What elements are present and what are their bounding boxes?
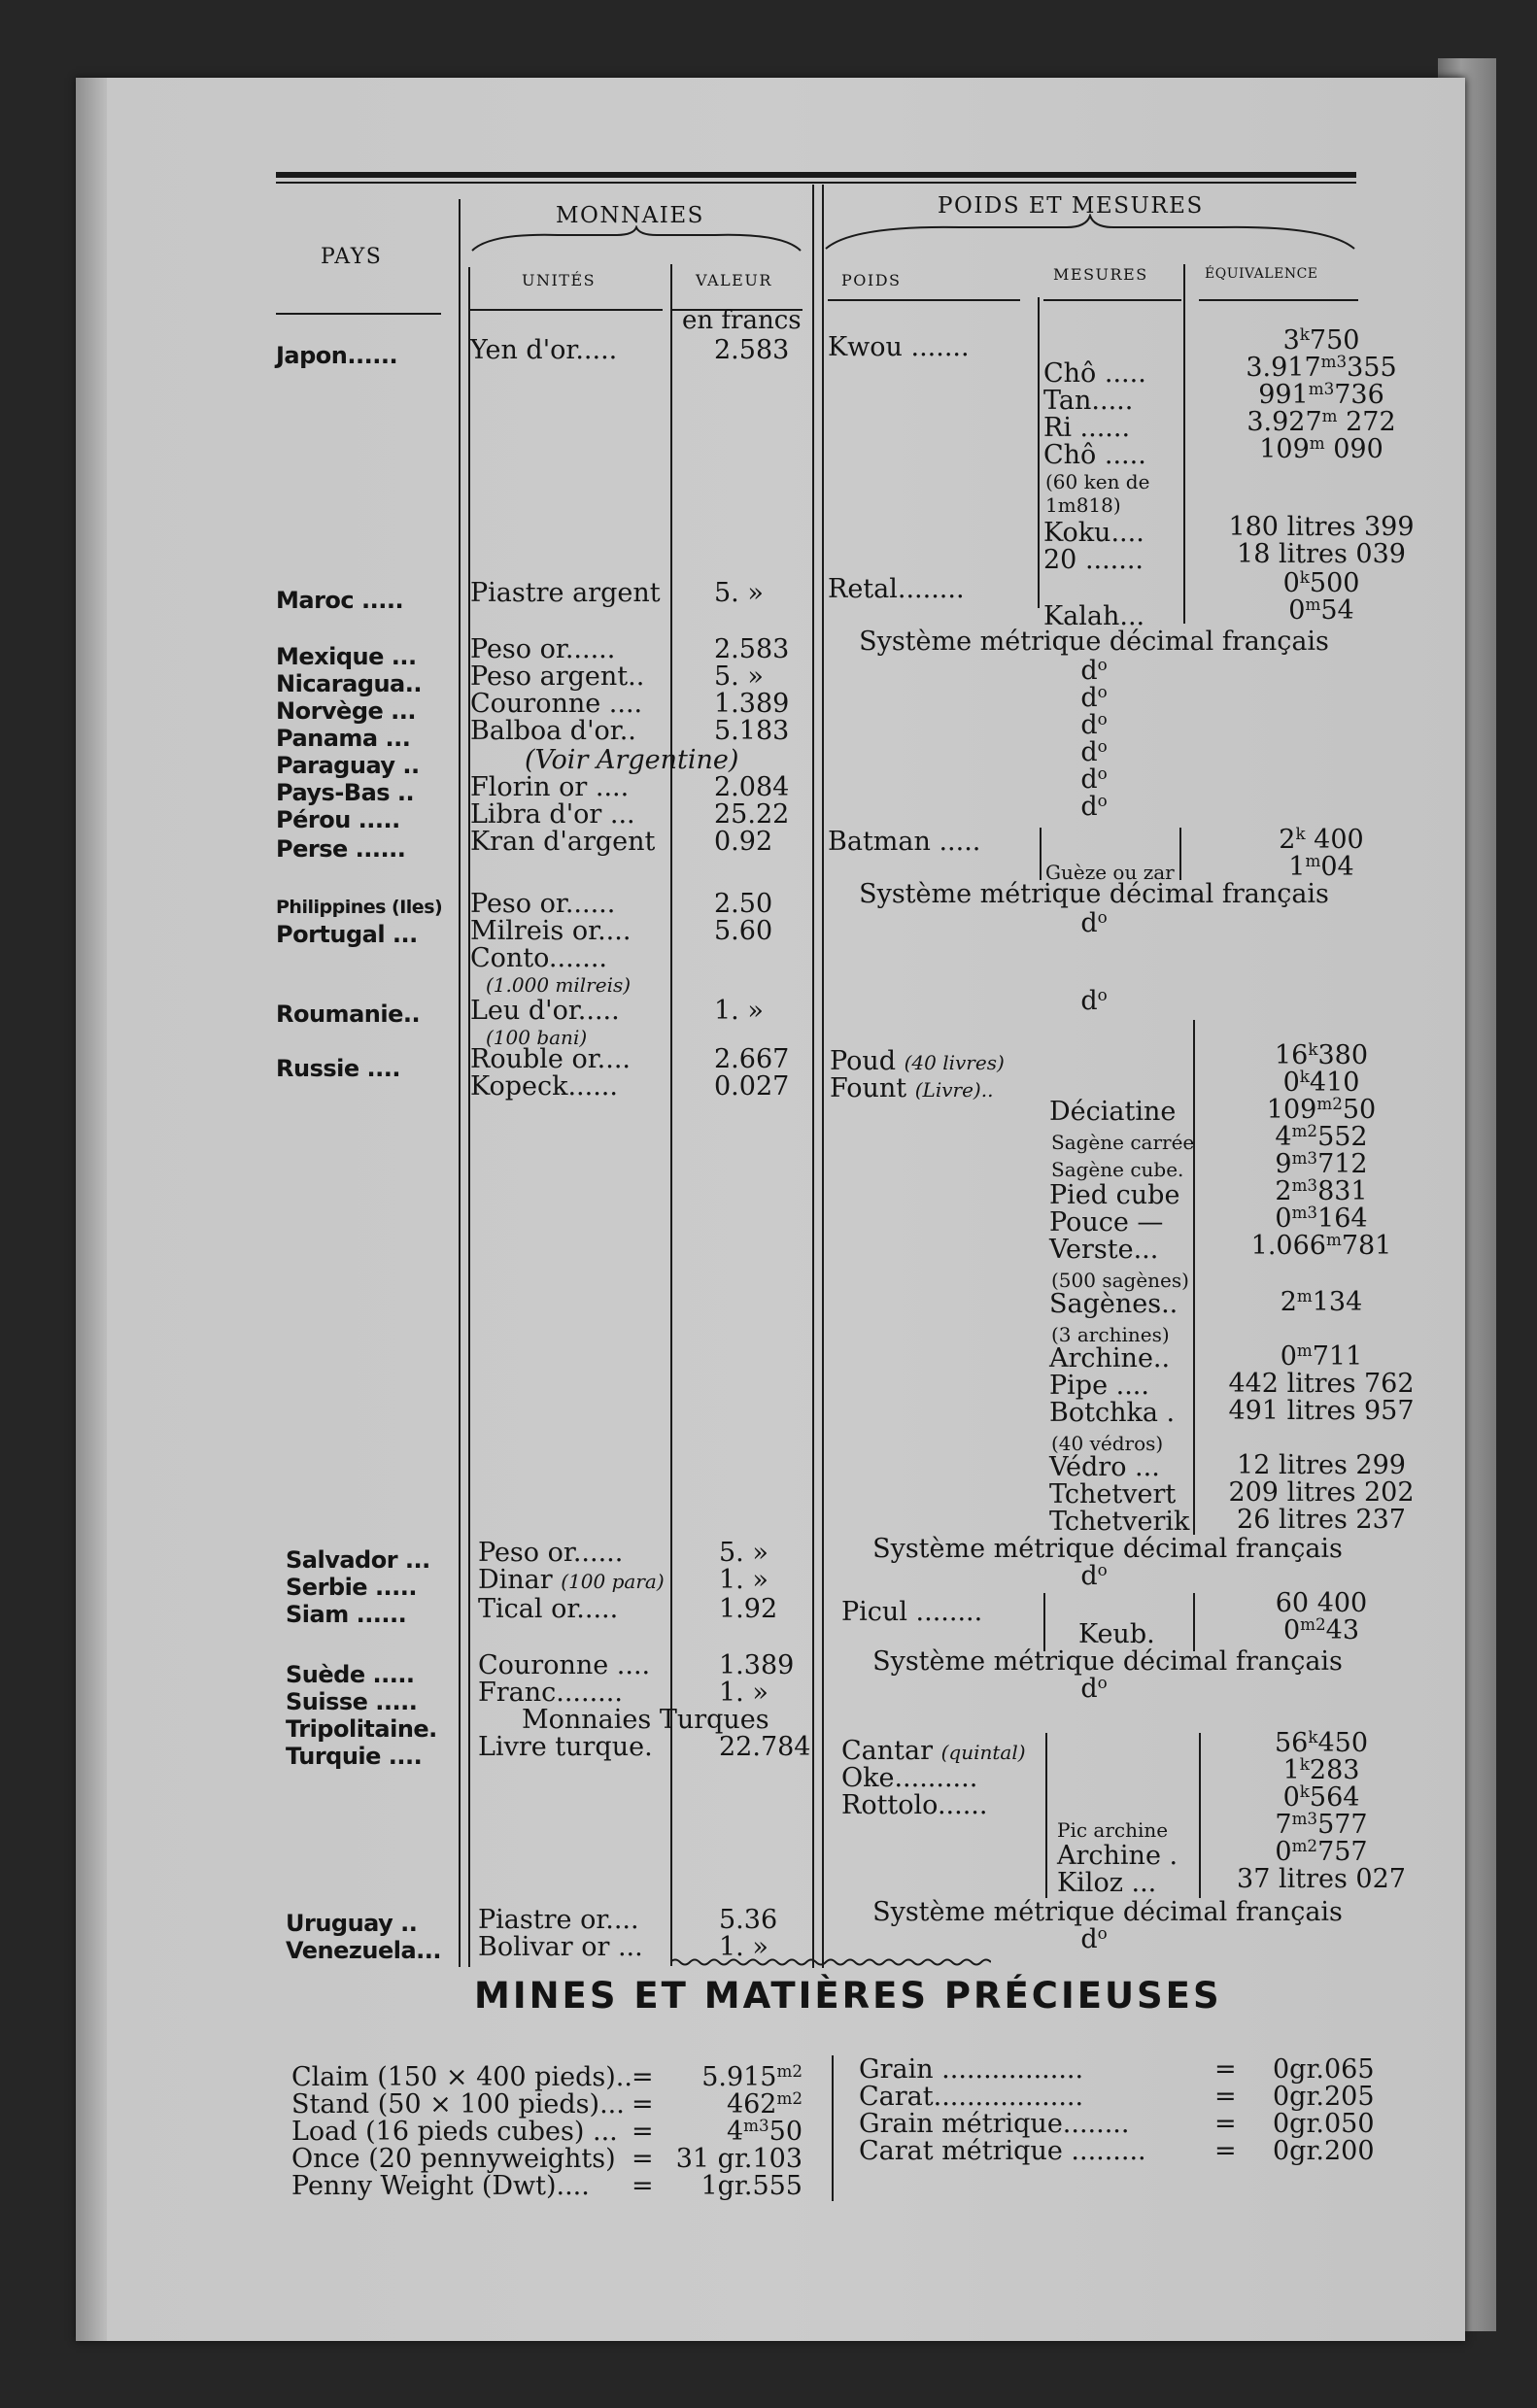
country-name: Mexique ... xyxy=(276,643,417,670)
unit-name: Tical or..... xyxy=(478,1594,619,1624)
ditto-mark: $d^o$ xyxy=(1080,708,1108,740)
col-rule-unites xyxy=(468,267,470,1967)
unit-value: 1. » xyxy=(719,1678,768,1708)
mesure-note: (3 archines) xyxy=(1051,1323,1170,1346)
mesure-name: Tchetverik xyxy=(1049,1507,1190,1537)
mines-equals: = xyxy=(1214,2054,1237,2085)
mines-label: Once (20 pennyweights) xyxy=(291,2144,616,2174)
top-rule-thin xyxy=(276,182,1356,184)
unit-name: Kran d'argent xyxy=(470,827,656,857)
top-rule xyxy=(276,172,1356,178)
mesure-name: Archine.. xyxy=(1049,1343,1171,1374)
poids-name: Retal........ xyxy=(828,574,965,604)
unit-name: Couronne .... xyxy=(470,689,643,719)
country-name: Salvador ... xyxy=(286,1546,430,1574)
mesure-name: Déciatine xyxy=(1049,1097,1177,1127)
unit-name: Milreis or.... xyxy=(470,916,632,946)
header-unites: UNITÉS xyxy=(522,271,597,289)
equivalence-value: 0$^k$410 xyxy=(1282,1066,1360,1098)
equivalence-value: $3.917^{m3}355$ xyxy=(1246,351,1397,383)
equivalence-value: 56$^k$450 xyxy=(1274,1726,1369,1758)
poids-annotated-note: (quintal) xyxy=(940,1741,1026,1764)
equivalence-value: 3$^k$750 xyxy=(1282,323,1360,356)
unit-value: 5. » xyxy=(714,578,764,608)
unit-value: 5.60 xyxy=(714,916,773,946)
country-name: Serbie ..... xyxy=(286,1574,418,1601)
mines-value: $4^{m3}50$ xyxy=(726,2115,803,2147)
header-poids-et-mesures: POIDS ET MESURES xyxy=(938,193,1204,219)
systeme-metrique: Système métrique décimal français xyxy=(872,1534,1343,1564)
col-rule-poids xyxy=(822,185,824,1968)
country-name: Turquie .... xyxy=(286,1743,423,1770)
header-poids: POIDS xyxy=(841,271,902,289)
equivalence-value: $2^{m3}831$ xyxy=(1275,1174,1368,1206)
unit-name: Piastre or.... xyxy=(478,1905,639,1935)
unit-value: 1. » xyxy=(719,1565,768,1595)
mines-label: Carat.................. xyxy=(859,2082,1084,2112)
unit-value: 1. » xyxy=(714,996,764,1026)
mines-label: Claim (150 × 400 pieds).. xyxy=(291,2062,632,2092)
col-rule-pays xyxy=(459,199,461,1967)
dinar-note: (100 para) xyxy=(561,1570,665,1593)
mesure-name: Pipe .... xyxy=(1049,1371,1149,1401)
equivalence-value: $4^{m2}552$ xyxy=(1275,1120,1368,1152)
voir-argentine: (Voir Argentine) xyxy=(525,745,739,775)
poids-underline xyxy=(828,299,1020,301)
unit-value: 1.389 xyxy=(714,689,790,719)
col-rule-batman xyxy=(1040,828,1042,880)
col-rule-mesures-1 xyxy=(1038,297,1040,608)
col-rule-siam xyxy=(1043,1593,1045,1651)
unit-name: Franc........ xyxy=(478,1678,623,1708)
equivalence-value: 0$^k$564 xyxy=(1282,1781,1360,1813)
unit-value: 2.667 xyxy=(714,1044,790,1074)
dinar-unit xyxy=(478,1566,665,1596)
unit-value: 0.92 xyxy=(714,827,773,857)
mesure-name: Verste... xyxy=(1049,1235,1159,1265)
poids-name: Picul ........ xyxy=(841,1597,983,1627)
poids-annotated-name xyxy=(830,1074,993,1104)
mines-label: Grain métrique........ xyxy=(859,2109,1130,2139)
mesure-note: 1m818) xyxy=(1045,493,1121,517)
col-rule-equivalence-1 xyxy=(1183,264,1185,624)
monnaies-turques: Monnaies Turques xyxy=(522,1705,769,1735)
unit-value: 1. » xyxy=(719,1932,768,1962)
poids-name: Oke.......... xyxy=(841,1763,978,1793)
mines-equals: = xyxy=(632,2144,654,2174)
mines-label: Carat métrique ......... xyxy=(859,2136,1146,2166)
mesure-name: Tan..... xyxy=(1043,386,1134,416)
header-equivalence: ÉQUIVALENCE xyxy=(1205,266,1318,282)
equivalence-value: 2$^k$ 400 xyxy=(1279,823,1364,855)
mesure-name: Sagènes.. xyxy=(1049,1289,1178,1319)
equivalence-value: 109$^m$ 090 xyxy=(1259,432,1383,464)
country-name: Panama ... xyxy=(276,725,411,752)
mines-value: 0gr.050 xyxy=(1273,2109,1375,2139)
mesure-name: Ri ...... xyxy=(1043,413,1131,443)
pays-underline xyxy=(276,313,441,315)
poids-annotated-label: Poud xyxy=(830,1046,905,1076)
mesure-note: Pic archine xyxy=(1057,1818,1169,1842)
mesure-name: Keub. xyxy=(1078,1619,1155,1649)
equivalence-value: 442 litres 762 xyxy=(1228,1369,1415,1399)
mines-value: 0gr.205 xyxy=(1273,2082,1375,2112)
unit-name: Peso or...... xyxy=(478,1538,624,1568)
equivalence-value: 0$^m$54 xyxy=(1288,594,1354,626)
unit-value: 2.084 xyxy=(714,772,790,802)
equivalence-value: $109^{m2}50$ xyxy=(1266,1093,1377,1125)
equivalence-value: 12 litres 299 xyxy=(1237,1450,1406,1480)
equivalence-value: 16$^k$380 xyxy=(1274,1038,1369,1070)
unit-value: 0.027 xyxy=(714,1071,790,1102)
equivalence-value: 2$^m$134 xyxy=(1280,1285,1363,1317)
poids-annotated-note: (40 livres) xyxy=(904,1051,1005,1074)
country-name: Perse ...... xyxy=(276,835,406,863)
ditto-mark: $d^o$ xyxy=(1080,763,1108,795)
poids-annotated-label: Cantar xyxy=(841,1736,941,1766)
mines-label: Stand (50 × 100 pieds)... xyxy=(291,2089,625,2120)
systeme-metrique: Système métrique décimal français xyxy=(859,627,1329,657)
equivalence-value: $991^{m3}736$ xyxy=(1258,378,1384,410)
unit-value: 2.583 xyxy=(714,634,790,664)
poids-annotated-name xyxy=(841,1737,1026,1767)
poids-annotated-note: (Livre).. xyxy=(914,1078,994,1102)
mesure-name: 20 ....... xyxy=(1043,545,1144,575)
unites-underline xyxy=(470,309,663,311)
unit-value: 1.389 xyxy=(719,1650,795,1680)
unit-note: (100 bani) xyxy=(486,1026,588,1049)
equivalence-value: 1.066$^m$781 xyxy=(1250,1229,1392,1261)
mesure-name: Koku.... xyxy=(1043,518,1144,548)
header-en-francs: en francs xyxy=(682,306,802,335)
unit-name: Bolivar or ... xyxy=(478,1932,643,1962)
unit-note: (1.000 milreis) xyxy=(486,973,632,997)
country-name: Tripolitaine. xyxy=(286,1715,437,1743)
mesure-note: (60 ken de xyxy=(1045,470,1150,493)
mesure-note: Guèze ou zar xyxy=(1045,861,1175,884)
mesure-note: (40 védros) xyxy=(1051,1432,1164,1455)
country-name: Paraguay .. xyxy=(276,752,420,779)
unit-value: 2.583 xyxy=(714,335,790,365)
mesure-name: Pied cube xyxy=(1049,1180,1180,1210)
unit-value: 22.784 xyxy=(719,1732,811,1762)
unit-name: Livre turque. xyxy=(478,1732,653,1762)
equivalence-value: 37 litres 027 xyxy=(1237,1864,1406,1894)
mines-label: Load (16 pieds cubes) ... xyxy=(291,2117,618,2147)
mines-equals: = xyxy=(632,2171,654,2201)
country-name: Japon...... xyxy=(276,342,398,369)
ditto-mark: $d^o$ xyxy=(1080,984,1108,1016)
systeme-metrique: Système métrique décimal français xyxy=(872,1646,1343,1677)
header-mesures: MESURES xyxy=(1053,265,1148,284)
mines-equals: = xyxy=(1214,2082,1237,2112)
mines-equals: = xyxy=(1214,2136,1237,2166)
country-name: Norvège ... xyxy=(276,697,416,725)
unit-name: Florin or .... xyxy=(470,772,630,802)
country-name: Siam ...... xyxy=(286,1601,407,1628)
country-name: Uruguay .. xyxy=(286,1910,418,1937)
unit-name: Conto....... xyxy=(470,943,608,973)
equivalence-value: $0^{m2}757$ xyxy=(1275,1835,1368,1867)
equivalence-value: 209 litres 202 xyxy=(1228,1477,1415,1508)
mesures-underline xyxy=(1043,299,1181,301)
country-name: Pays-Bas .. xyxy=(276,779,415,806)
mines-equals: = xyxy=(632,2117,654,2147)
country-name: Suisse ..... xyxy=(286,1688,418,1715)
equivalence-value: 1$^k$283 xyxy=(1282,1753,1360,1785)
unit-name: Peso or...... xyxy=(470,634,616,664)
equivalence-value: 0$^m$711 xyxy=(1280,1340,1363,1372)
ditto-mark: $d^o$ xyxy=(1080,906,1108,938)
systeme-metrique: Système métrique décimal français xyxy=(872,1897,1343,1927)
equivalence-value: 491 litres 957 xyxy=(1228,1396,1415,1426)
country-name: Suède ..... xyxy=(286,1661,415,1688)
country-name: Philippines (Iles) xyxy=(276,897,443,918)
equivalence-value: $9^{m3}712$ xyxy=(1275,1147,1368,1179)
col-rule-monnaies xyxy=(812,185,814,1968)
mesure-name: Tchetvert xyxy=(1049,1479,1177,1509)
col-rule-batman-eq xyxy=(1179,828,1181,880)
poids-annotated-label: Fount xyxy=(830,1073,915,1103)
mines-value: 1gr.555 xyxy=(700,2171,803,2201)
country-name: Nicaragua.. xyxy=(276,670,422,697)
mesure-note: Sagène carrée xyxy=(1051,1131,1195,1154)
unit-name: Kopeck...... xyxy=(470,1071,618,1102)
ditto-mark: $d^o$ xyxy=(1080,1922,1108,1954)
equivalence-value: 3.927$^m$ 272 xyxy=(1247,405,1396,437)
country-name: Venezuela... xyxy=(286,1937,442,1964)
mesure-name: Pouce — xyxy=(1049,1207,1164,1238)
ditto-mark: $d^o$ xyxy=(1080,790,1108,822)
unit-name: Yen d'or..... xyxy=(470,335,618,365)
ditto-mark: $d^o$ xyxy=(1080,681,1108,713)
country-name: Maroc ..... xyxy=(276,587,404,614)
dinar-label: Dinar xyxy=(478,1565,553,1595)
ditto-mark: $d^o$ xyxy=(1080,654,1108,686)
poids-name: Rottolo...... xyxy=(841,1790,988,1820)
mines-value: 0gr.200 xyxy=(1273,2136,1375,2166)
col-rule-russie xyxy=(1193,1020,1195,1535)
ditto-mark: $d^o$ xyxy=(1080,1559,1108,1591)
mesure-name: Védro ... xyxy=(1049,1452,1160,1482)
header-monnaies: MONNAIES xyxy=(556,203,704,228)
unit-name: Piastre argent xyxy=(470,578,661,608)
country-name: Roumanie.. xyxy=(276,1001,421,1028)
mesure-name: Kiloz ... xyxy=(1057,1868,1157,1898)
equivalence-value: 18 litres 039 xyxy=(1237,539,1406,569)
unit-name: Peso argent.. xyxy=(470,661,645,692)
unit-name: Libra d'or ... xyxy=(470,799,635,830)
mines-divider xyxy=(832,2055,834,2201)
mines-value: $5.915^{m2}$ xyxy=(701,2060,803,2092)
equivalence-underline xyxy=(1199,299,1358,301)
unit-value: 5.183 xyxy=(714,716,790,746)
mesure-name: Archine . xyxy=(1057,1841,1178,1871)
equivalence-value: $0^{m2}43$ xyxy=(1282,1613,1360,1645)
mesure-note: (500 sagènes) xyxy=(1051,1269,1189,1292)
equivalence-value: 26 litres 237 xyxy=(1237,1505,1406,1535)
country-name: Portugal ... xyxy=(276,921,418,948)
equivalence-value: $0^{m3}164$ xyxy=(1275,1202,1368,1234)
mines-value: 0gr.065 xyxy=(1273,2054,1375,2085)
mesure-name: Botchka . xyxy=(1049,1398,1176,1428)
unit-value: 2.50 xyxy=(714,889,773,919)
ditto-mark: $d^o$ xyxy=(1080,1672,1108,1704)
country-name: Pérou ..... xyxy=(276,806,400,833)
mesure-name: Kalah... xyxy=(1043,601,1145,631)
equivalence-value: 1$^m$04 xyxy=(1288,850,1354,882)
unit-name: Couronne .... xyxy=(478,1650,651,1680)
mesure-name: Chô ..... xyxy=(1043,358,1146,389)
col-rule-siam-eq xyxy=(1193,1593,1195,1651)
systeme-metrique: Système métrique décimal français xyxy=(859,879,1329,909)
col-rule-turquie xyxy=(1045,1733,1047,1898)
poids-name: Batman ..... xyxy=(828,827,981,857)
unit-value: 1.92 xyxy=(719,1594,778,1624)
mesure-note: Sagène cube. xyxy=(1051,1158,1184,1181)
unit-value: 5. » xyxy=(719,1538,768,1568)
mines-equals: = xyxy=(632,2062,654,2092)
mesure-name: Chô ..... xyxy=(1043,440,1146,470)
ditto-mark: $d^o$ xyxy=(1080,735,1108,767)
unit-name: Leu d'or..... xyxy=(470,996,620,1026)
mines-label: Grain ................. xyxy=(859,2054,1084,2085)
mines-value: 31 gr.103 xyxy=(675,2144,803,2174)
country-name: Russie .... xyxy=(276,1055,400,1082)
poids-name: Kwou ....... xyxy=(828,332,970,362)
mines-equals: = xyxy=(632,2089,654,2120)
mines-equals: = xyxy=(1214,2109,1237,2139)
col-rule-turquie-eq xyxy=(1199,1733,1201,1898)
mines-label: Penny Weight (Dwt).... xyxy=(291,2171,590,2201)
unit-value: 5. » xyxy=(714,661,764,692)
equivalence-value: 60 400 xyxy=(1275,1588,1368,1618)
mines-title: MINES ET MATIÈRES PRÉCIEUSES xyxy=(474,1975,1222,2017)
unit-value: 25.22 xyxy=(714,799,790,830)
equivalence-value: 0$^k$500 xyxy=(1282,566,1360,598)
mines-value: $462^{m2}$ xyxy=(726,2087,803,2120)
unit-name: Rouble or.... xyxy=(470,1044,631,1074)
equivalence-value: $7^{m3}577$ xyxy=(1275,1808,1368,1840)
header-pays: PAYS xyxy=(321,245,383,269)
header-valeur: VALEUR xyxy=(696,271,772,289)
unit-name: Balboa d'or.. xyxy=(470,716,636,746)
unit-value: 5.36 xyxy=(719,1905,778,1935)
unit-name: Peso or...... xyxy=(470,889,616,919)
equivalence-value: 180 litres 399 xyxy=(1228,512,1415,542)
